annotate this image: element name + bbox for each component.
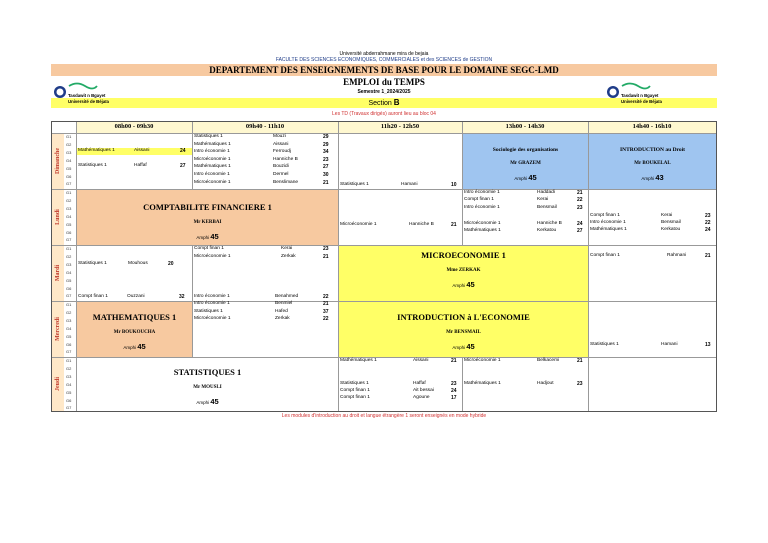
group-number: G3 [66,373,72,379]
group-number: G7 [66,405,72,411]
footer-note: Les modules d'introduction au droit et langue étrangère 1 seront enseignés en mode hybride [281,413,487,419]
group-number: G5 [66,333,72,339]
svg-text:Université de Béjaïa: Université de Béjaïa [68,99,109,104]
university-name: Université abderrahmane mira de bejaia [339,51,429,57]
group-number: G4 [66,213,72,219]
group-number: G1 [66,358,72,363]
svg-text:Tasdawit n Bgayet: Tasdawit n Bgayet [68,93,106,98]
group-number: G6 [66,341,72,347]
lecture-mathematiques: MATHEMATIQUES 1 Mr BOUKOUCHA Amphi 45 [77,302,192,357]
group-number: G6 [66,173,72,179]
group-number: G2 [66,141,72,147]
td-location-note: Les TD (Travaux dirigés) auront lieu au bloc 04 [332,111,436,117]
day-label: Mercredi [55,317,61,341]
group-number: G1 [66,134,72,139]
section-label: Section B [51,98,717,108]
svg-text:Tasdawit n Bgayet: Tasdawit n Bgayet [621,93,659,98]
day-label: Lundi [55,209,61,225]
group-number: G1 [66,246,72,251]
group-number: G1 [66,302,72,307]
faculty-name: FACULTE DES SCIENCES ECONOMIQUES, COMMERCIALES et des SCIENCES de GESTION [275,57,493,63]
group-number: G6 [66,397,72,403]
slot-header: 08h00 - 09h30 [76,122,192,133]
group-number: G2 [66,197,72,203]
lecture-comptabilite: COMPTABILITE FINANCIERE 1 Mr KERBAI Amphi 45 [77,190,338,245]
department-title: DEPARTEMENT DES ENSEIGNEMENTS DE BASE POUR LE DOMAINE SEGC-LMD [51,64,717,76]
slot-header: 09h40 - 11h10 [192,122,338,133]
day-label: Mardi [55,264,61,282]
lecture-intro-economie: INTRODUCTION à L'ECONOMIE Mr BENSMAIL Amphi 45 [339,302,588,357]
slot-header: 14h40 - 16h10 [588,122,716,133]
group-number: G7 [66,293,72,299]
group-number: G5 [66,165,72,171]
semester-label: Semestre 1_2024/2025 [357,89,411,95]
group-number: G5 [66,221,72,227]
group-number: G6 [66,285,72,291]
group-number: G4 [66,325,72,331]
group-number: G7 [66,181,72,187]
timetable-grid: 08h00 - 09h30 09h40 - 11h10 11h20 - 12h50 13h00 - 14h30 14h40 - 16h10 Dimanche Lundi Mardi Mercredi Jeudi G1 G2 G3 G4 G5 G6 G7 G1 G2 G3 G4 G5 G6 G7 G1 G2 G3 G4 G5 G6 G7 G1 G2 G3 G4 G5 G6 G7 G1 G2 G3 G4 G5 G6 G7 Mathématiques 1 Aissani 24 Statistiques 1 Haffaf 27 Statistiques 1 Mouzi 29 Mathématiques 1 Aissani 29 Intro économie 1 Ferroudj 34 Microéconomie 1 Hanniche B 23 Mathématiques 1 Bouzidi 27 Intro économie 1 Dermel 30 Microéconomie 1 Benslimane 21 Statistiques 1 Hamani 10 Sociologie des organisations Mr GRAZEM Amphi 45 INTRODUCTION au Droit Mr BOUKELAL Amphi 43 COMPTABILITE FINANCIERE 1 Mr KERBAI Amphi 45 Microéconomie 1 Hanniche B 21 Intro économie 1 Haddadi 21 Compt finan 1 Kerai 22 Intro économie 1 Bensmail 23 Microéconomie 1 Hanniche B 24 Mathématiques 1 Kerkatou 27 Compt finan 1 Kerai 23 Intro économie 1 Bensmail 22 Mathématiques 1 Kerkatou 24 Compt finan 1 Kerai 23 Microéconomie 1 Zerkak 21 Statistiques 1 Mouhous 20 MICROECONOMIE 1 Mme ZERKAK Amphi 45 Compt finan 1 Rahmani 21 Compt finan 1 Ouzzani 32 MATHEMATIQUES 1 Mr BOUKOUCHA Amphi 45 Intro économie 1 Benahmed 22 Intro économie 1 Benmiel 21 Statistiques 1 Hafed 37 Microéconomie 1 Zerkak 22 INTRODUCTION à L'ECONOMIE Mr BENSMAIL Amphi 45 Statistiques 1 Hamani 13 STATISTIQUES 1 Mr MOUSLI Amphi 45 Mathématiques 1 Aissani 21 Microéconomie 1 Belkacemi 21 Statistiques 1 Haffaf 23 Compt finan 1 Ait bessai 24 Compt finan 1 Agoune 17 Mathématiques 1 Hadjout 23 [51,121,717,412]
group-number: G3 [66,317,72,323]
group-number: G6 [66,229,72,235]
group-number: G2 [66,253,72,259]
group-number: G3 [66,261,72,267]
slot-header: 11h20 - 12h50 [338,122,462,133]
group-number: G2 [66,309,72,315]
university-logo [606,78,662,106]
slot-header: 13h00 - 14h30 [462,122,588,133]
group-number: G4 [66,381,72,387]
group-number: G7 [66,237,72,243]
lecture-microeconomie: MICROECONOMIE 1 Mme ZERKAK Amphi 45 [339,246,588,301]
day-label: Dimanche [55,148,61,174]
group-number: G5 [66,277,72,283]
group-number: G7 [66,349,72,355]
lecture-statistiques: STATISTIQUES 1 Mr MOUSLI Amphi 45 [77,358,338,411]
lecture-sociologie: Sociologie des organisations Mr GRAZEM Amphi 45 [463,134,588,189]
group-number: G2 [66,365,72,371]
schedule-title: EMPLOI du TEMPS [343,77,425,87]
group-number: G4 [66,269,72,275]
university-logo [53,78,109,106]
group-number: G3 [66,205,72,211]
group-number: G3 [66,149,72,155]
group-number: G1 [66,190,72,195]
day-label: Jeudi [55,377,61,392]
group-number: G4 [66,157,72,163]
group-number: G5 [66,389,72,395]
lecture-intro-droit: INTRODUCTION au Droit Mr BOUKELAL Amphi 43 [589,134,716,189]
svg-text:Université de Béjaïa: Université de Béjaïa [621,99,662,104]
